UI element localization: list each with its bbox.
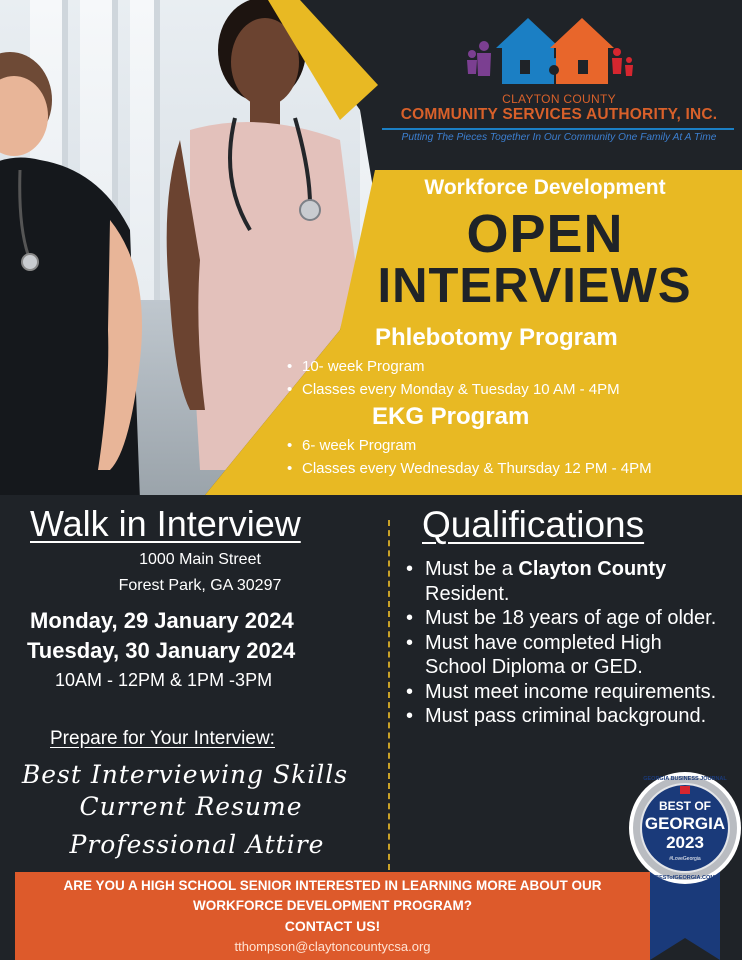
qualification-text: Resident. [425, 582, 510, 605]
prepare-item: Current Resume [79, 792, 303, 821]
list-item: • Must be 18 years of age of older. [404, 606, 724, 631]
badge-hashtag: #LoveGeorgia [669, 856, 701, 862]
badge-bottom-text: BESTofGEORGIA.COM [655, 875, 715, 881]
list-item: • Must pass criminal background. [404, 704, 724, 729]
headline-interviews: INTERVIEWS [377, 259, 692, 313]
puzzle-houses-family-icon [464, 12, 634, 90]
footer-question-line1: ARE YOU A HIGH SCHOOL SENIOR INTERESTED IN LEARNING MORE ABOUT OUR [63, 878, 602, 893]
walk-in-interview-title: Walk in Interview [30, 503, 301, 544]
list-item: • Must meet income requirements. [404, 680, 724, 705]
logo-divider [382, 128, 734, 130]
list-item: • Must have completed High School Diploma or GED. [404, 631, 724, 680]
badge-line1: BEST OF [658, 799, 712, 813]
footer-banner [15, 872, 650, 960]
address-street: 1000 Main Street [139, 551, 261, 568]
footer-question [15, 876, 650, 916]
headline-open: OPEN [466, 204, 624, 264]
interview-date-1: Monday, 29 January 2024 [30, 608, 294, 633]
list-item [404, 557, 724, 606]
qualifications-title: Qualifications [422, 504, 645, 545]
footer-contact-label: CONTACT US! [284, 918, 381, 934]
program-title-ekg: EKG Program [372, 403, 530, 430]
badge-line2: GEORGIA [644, 814, 726, 833]
prepare-item: Professional Attire [69, 830, 325, 859]
section-divider [388, 520, 390, 870]
program-title-phlebotomy: Phlebotomy Program [375, 324, 618, 351]
contact-email-link[interactable]: tthompson@claytoncountycsa.org [234, 939, 431, 954]
logo-county: CLAYTON COUNTY [502, 92, 616, 106]
list-item: • Classes every Wednesday & Thursday 12 PM - 4PM [286, 457, 652, 480]
csa-logo [380, 8, 738, 158]
badge-year: 2023 [666, 833, 704, 852]
qualification-text: Must be a [425, 558, 519, 580]
phlebotomy-details-list [286, 355, 620, 401]
list-item: • 6- week Program [286, 434, 652, 457]
logo-organization-name: COMMUNITY SERVICES AUTHORITY, INC. [400, 106, 718, 123]
qualifications-list [404, 557, 724, 729]
list-item: • Classes every Monday & Tuesday 10 AM - 4PM [286, 378, 620, 401]
department-heading: Workforce Development [424, 176, 666, 199]
footer-question-line2: WORKFORCE DEVELOPMENT PROGRAM? [193, 898, 472, 913]
list-item: • 10- week Program [286, 355, 620, 378]
badge-top-text: GEORGIA BUSINESS JOURNAL [643, 776, 727, 782]
prepare-item: Best Interviewing Skills [21, 760, 349, 789]
qualification-emphasis: Clayton County [518, 558, 667, 580]
interview-hours: 10AM - 12PM & 1PM -3PM [55, 670, 273, 690]
logo-tagline: Putting The Pieces Together In Our Community One Family At A Time [401, 132, 717, 143]
interview-date-2: Tuesday, 30 January 2024 [27, 638, 296, 663]
ekg-details-list [286, 434, 652, 480]
prepare-heading: Prepare for Your Interview: [50, 728, 275, 749]
address-city: Forest Park, GA 30297 [118, 577, 282, 594]
